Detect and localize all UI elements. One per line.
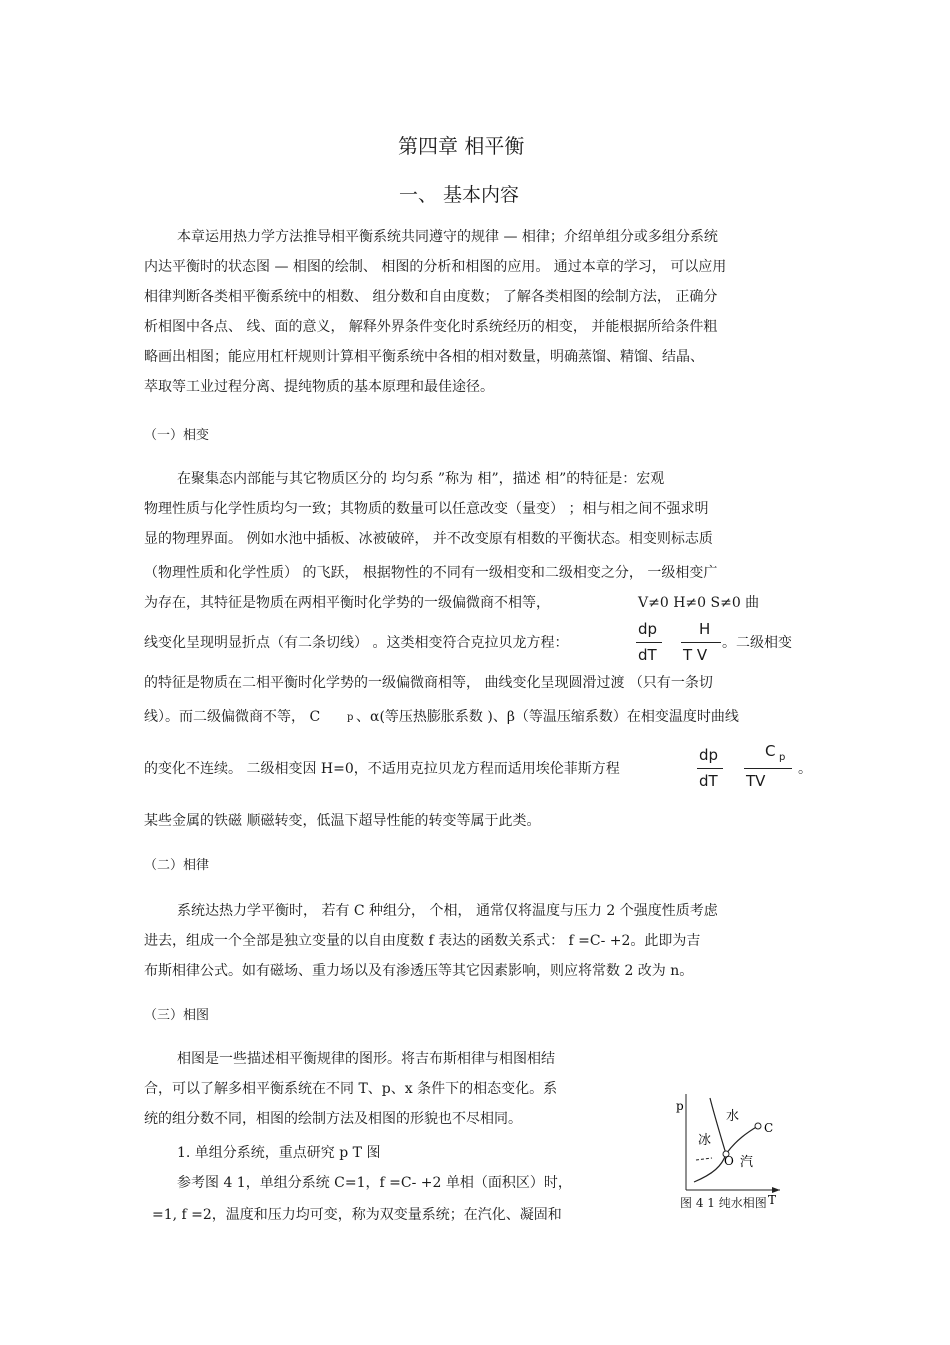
cp-subscript: p — [347, 712, 354, 723]
point-c-label: C — [764, 1121, 774, 1135]
fraction-bar — [636, 642, 662, 643]
phase-rule-line: 布斯相律公式。如有磁场、重力场以及有渗透压等其它因素影响，则应将常数 2 改为 n。 — [144, 963, 694, 979]
ehrenfest-denominator-left: dT — [699, 772, 718, 790]
ice-label: 冰 — [698, 1133, 712, 1148]
phase-change-line: 某些金属的铁磁 顺磁转变，低温下超导性能的转变等属于此类。 — [144, 813, 541, 829]
heading-phase-diagram: （三）相图 — [144, 1008, 210, 1023]
figure-caption: 图 4 1 纯水相图 — [680, 1196, 767, 1210]
inequalities: V≠0 H≠0 S≠0 曲 — [638, 595, 760, 611]
intro-line: 萃取等工业过程分离、提纯物质的基本原理和最佳途径。 — [144, 379, 494, 395]
intro-line: 相律判断各类相平衡系统中的相数、 组分数和自由度数； 了解各类相图的绘制方法， 正确分 — [144, 289, 718, 305]
intro-line: 析相图中各点、 线、面的意义， 解释外界条件变化时系统经历的相变， 并能根据所给条件粗 — [144, 319, 718, 335]
clapeyron-denominator-right: T V — [683, 646, 708, 664]
phase-diagram-line: 相图是一些描述相平衡规律的图形。将吉布斯相律与相图相结 — [177, 1051, 555, 1067]
ehrenfest-denominator-right: TV — [746, 772, 766, 790]
phase-change-line: 物理性质与化学性质均匀一致；其物质的数量可以任意改变（量变） ；相与相之间不强求明 — [144, 501, 709, 517]
axis-p-label: p — [676, 1099, 684, 1113]
phase-change-line: 的特征是物质在二相平衡时化学势的一级偏微商相等， 曲线变化呈现圆滑过渡 （只有一条切 — [144, 675, 713, 691]
intro-line: 略画出相图；能应用杠杆规则计算相平衡系统中各相的相对数量，明确蒸馏、精馏、结晶、 — [144, 349, 704, 365]
fraction-bar — [744, 768, 792, 769]
phase-diagram-line: 统的组分数不同，相图的绘制方法及相图的形貌也不尽相同。 — [144, 1111, 522, 1127]
intro-line: 内达平衡时的状态图 — 相图的绘制、 相图的分析和相图的应用。 通过本章的学习， 可以应用 — [144, 259, 727, 275]
heading-phase-change: （一）相变 — [144, 428, 210, 443]
ehrenfest-tail: 。 — [798, 761, 812, 777]
point-o-label: O — [724, 1154, 734, 1168]
critical-point — [755, 1123, 761, 1129]
vapor-label: 汽 — [740, 1155, 754, 1170]
phase-diagram-line: 参考图 4 1，单组分系统 C=1，f =C- +2 单相（面积区）时， — [177, 1175, 572, 1191]
fraction-bar — [697, 768, 723, 769]
ehrenfest-numerator-left: dp — [699, 746, 719, 764]
clapeyron-denominator-left: dT — [638, 646, 657, 664]
melting-curve — [710, 1098, 726, 1154]
ehrenfest-subscript: p — [779, 752, 786, 763]
heading-phase-rule: （二）相律 — [144, 858, 210, 873]
section-title: 一、 基本内容 — [399, 184, 520, 206]
axis-t-label: T — [768, 1193, 777, 1207]
phase-diagram-line: =1, f =2，温度和压力均可变，称为双变量系统；在汽化、凝固和 — [152, 1207, 562, 1223]
phase-change-line: 在聚集态内部能与其它物质区分的 均匀系 ”称为 相”，描述 相”的特征是：宏观 — [177, 471, 665, 487]
chapter-title: 第四章 相平衡 — [398, 134, 525, 158]
phase-change-line: 、α(等压热膨胀系数 )、β（等温压缩系数）在相变温度时曲线 — [356, 709, 739, 725]
water-label: 水 — [726, 1109, 740, 1124]
fraction-bar — [681, 642, 721, 643]
phase-change-line: 的变化不连续。 二级相变因 H=0，不适用克拉贝龙方程而适用埃伦菲斯方程 — [144, 761, 620, 777]
phase-rule-line: 系统达热力学平衡时， 若有 C 种组分， 个相， 通常仅将温度与压力 2 个强度性质考虑 — [177, 903, 718, 919]
phase-diagram-line: 1. 单组分系统，重点研究 p T 图 — [177, 1145, 381, 1161]
phase-change-line: 为存在，其特征是物质在两相平衡时化学势的一级偏微商不相等， — [144, 595, 550, 611]
clapeyron-numerator-right: H — [699, 620, 711, 638]
ehrenfest-numerator-right: C — [765, 742, 776, 760]
phase-change-line: （物理性质和化学性质） 的飞跃， 根据物性的不同有一级相变和二级相变之分， 一级相变广 — [144, 565, 718, 581]
clapeyron-numerator-left: dp — [638, 620, 658, 638]
phase-change-line: 显的物理界面。 例如水池中插板、冰被破碎， 并不改变原有相数的平衡状态。相变则标志质 — [144, 531, 713, 547]
clapeyron-tail: 。二级相变 — [722, 635, 792, 651]
phase-change-line: 线变化呈现明显折点（有二条切线） 。这类相变符合克拉贝龙方程： — [144, 635, 569, 651]
phase-rule-line: 进去，组成一个全部是独立变量的以自由度数 f 表达的函数关系式： f =C- +2。此即为吉 — [144, 933, 701, 949]
intro-line: 本章运用热力学方法推导相平衡系统共同遵守的规律 — 相律；介绍单组分或多组分系统 — [177, 229, 718, 245]
supercooled-line — [696, 1158, 712, 1160]
phase-change-line: 线）。而二级偏微商不等， C — [144, 709, 321, 725]
phase-diagram-line: 合，可以了解多相平衡系统在不同 T、p、x 条件下的相态变化。系 — [144, 1081, 558, 1097]
